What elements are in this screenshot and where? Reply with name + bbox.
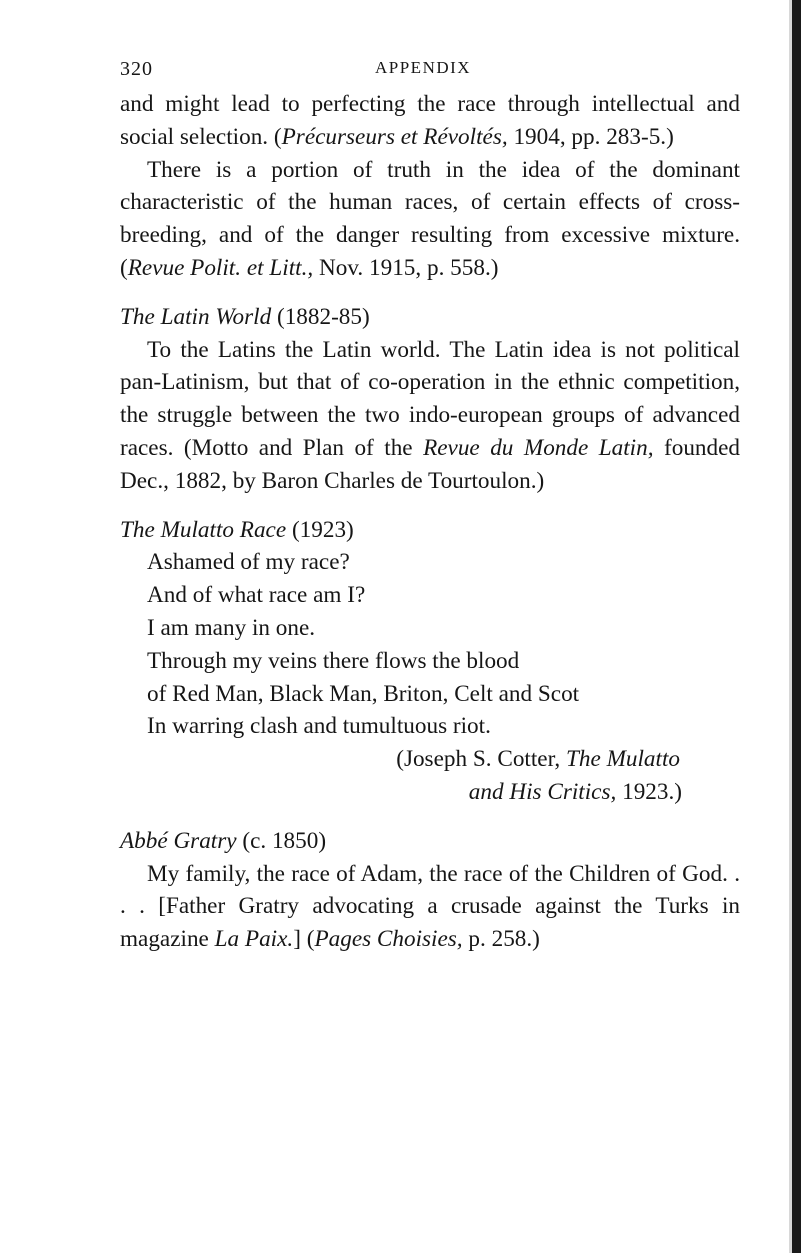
entry-title: The Latin World bbox=[120, 303, 272, 330]
citation-line-2 bbox=[120, 776, 740, 809]
paragraph-text: and might lead to perfecting the race through intellectual and social selection. ( bbox=[120, 91, 740, 150]
poem-line: In warring clash and tumultuous riot. bbox=[147, 713, 491, 740]
entry-heading-mulatto-race bbox=[120, 514, 740, 547]
entry-heading-latin-world bbox=[120, 301, 740, 334]
poem-line: I am many in one. bbox=[147, 614, 316, 641]
poem-line: of Red Man, Black Man, Briton, Celt and Scot bbox=[147, 680, 580, 707]
entry-date: (1923) bbox=[286, 516, 354, 543]
paragraph-gratry bbox=[120, 858, 740, 956]
paragraph-truth bbox=[120, 154, 740, 285]
paragraph-text: ] ( bbox=[293, 926, 315, 953]
poem-line: Ashamed of my race? bbox=[147, 549, 350, 576]
citation-title: The Mulatto bbox=[565, 746, 680, 773]
citation-text: (Joseph S. Cotter, bbox=[396, 746, 566, 773]
entry-date: (1882-85) bbox=[271, 303, 370, 330]
source-title: Revue du Monde Latin, bbox=[423, 434, 654, 461]
page-number: 320 bbox=[120, 58, 153, 80]
running-title: APPENDIX bbox=[375, 58, 472, 77]
citation-line-1 bbox=[120, 743, 740, 776]
source-details: Nov. 1915, p. 558.) bbox=[313, 254, 499, 281]
source-title: Revue Polit. et Litt., bbox=[127, 254, 314, 281]
poem-line: And of what race am I? bbox=[147, 582, 366, 609]
paragraph-latin-world bbox=[120, 334, 740, 498]
poem-line: Through my veins there flows the blood bbox=[147, 647, 520, 674]
paragraph-text: My family, the race of Adam, the race of the Children of God. . . . [Father Gratry advocating a crusade against the Turks in magazine bbox=[120, 860, 740, 953]
entry-title: The Mulatto Race bbox=[120, 516, 287, 543]
source-title: Précurseurs et Révoltés, bbox=[281, 123, 508, 150]
source-details: founded Dec., 1882, by Baron Charles de Tourtoulon.) bbox=[120, 434, 740, 494]
book-page bbox=[120, 58, 740, 956]
page-edge bbox=[792, 0, 801, 1253]
page-header bbox=[120, 58, 740, 88]
paragraph-continuation bbox=[120, 88, 740, 154]
citation-title: and His Critics, bbox=[468, 778, 617, 805]
citation-details: 1923.) bbox=[616, 778, 682, 805]
source-title: La Paix. bbox=[214, 926, 294, 953]
entry-date: (c. 1850) bbox=[236, 827, 327, 854]
source-title: Pages Choisies, bbox=[314, 926, 463, 953]
paragraph-text: There is a portion of truth in the idea of the dominant characteristic of the human races, of certain effects of cross-breeding, and of the danger resulting from excessive mixture. ( bbox=[120, 156, 740, 281]
paragraph-text: To the Latins the Latin world. The Latin idea is not political pan-Latinism, but that of co-operation in the ethnic competition, the struggle between the two indo-european groups of advanced races. (Motto and Plan of the bbox=[120, 336, 740, 461]
entry-heading-gratry bbox=[120, 825, 740, 858]
entry-title: Abbé Gratry bbox=[120, 827, 237, 854]
source-details: p. 258.) bbox=[462, 926, 540, 953]
poem bbox=[147, 546, 740, 743]
source-details: 1904, pp. 283-5.) bbox=[507, 123, 674, 150]
